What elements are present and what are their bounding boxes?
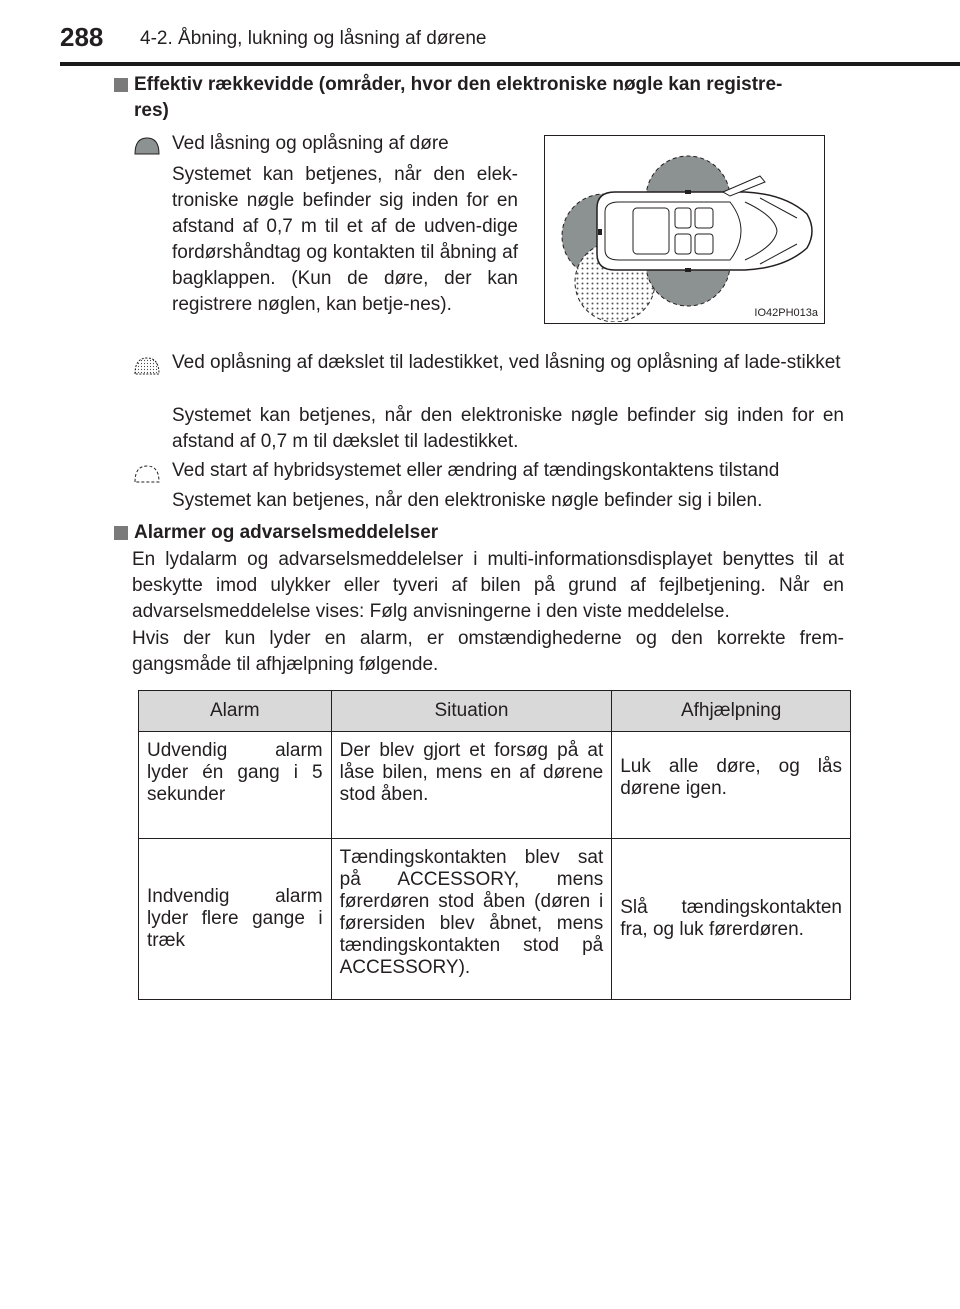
car-cabin-outline — [605, 202, 741, 260]
outline-dome-icon — [134, 464, 160, 484]
item1-body: Systemet kan betjenes, når den elek-troniske nøgle befinder sig inden for en afstand af 0,7 m til et af de udven-dige fordørshåndtag og kontakten til åbning af bagklappen. (Kun de døre, der kan registrere nøglen, kan betje-nes). — [172, 164, 518, 315]
header-divider — [60, 62, 960, 66]
column-header-alarm: Alarm — [139, 691, 332, 732]
square-bullet-icon — [114, 526, 128, 540]
column-header-remedy: Afhjælpning — [612, 691, 851, 732]
car-topview-illustration — [545, 136, 823, 322]
section-alarms-heading: Alarmer og advarselsmeddelelser — [114, 520, 850, 546]
item1-title: Ved låsning og oplåsning af døre — [172, 133, 449, 154]
table-cell: Indvendig alarm lyder flere gange i træk — [139, 839, 332, 1000]
table-cell: Luk alle døre, og lås dørene igen. — [612, 732, 851, 839]
table-cell: Der blev gjort et forsøg på at låse bilen, mens en af dørene stod åben. — [331, 732, 612, 839]
item3-body: Systemet kan betjenes, når den elektroniske nøgle befinder sig i bilen. — [172, 490, 763, 511]
alarms-paragraph-1: En lydalarm og advarselsmeddelelser i multi-informationsdisplayet benyttes til at beskytte imod ulykker eller tyveri af bilen på grund af fejlbetjening. Når en advarselsmeddelelse vises: Følg anvisningerne i den viste meddelelse. — [132, 549, 844, 622]
figure-code: IO42PH013a — [754, 307, 818, 319]
section-alarms — [114, 520, 850, 546]
table-row — [139, 732, 851, 839]
alarms-paragraph-2: Hvis der kun lyder en alarm, er omstændighederne og den korrekte frem-gangsmåde til afhjælpning følgende. — [132, 628, 844, 675]
column-header-situation: Situation — [331, 691, 612, 732]
car-range-figure — [544, 135, 825, 324]
item2-body: Systemet kan betjenes, når den elektroniske nøgle befinder sig inden for en afstand af 0,7 m til dækslet til ladestikket. — [172, 405, 844, 452]
chapter-title: 4-2. Åbning, lukning og låsning af dørene — [140, 28, 487, 49]
table-row — [139, 839, 851, 1000]
solid-gray-dome-icon — [134, 136, 160, 156]
section-range — [114, 72, 850, 124]
table-cell: Slå tændingskontakten fra, og luk førerdøren. — [612, 839, 851, 1000]
table-cell: Tændingskontakten blev sat på ACCESSORY, mens førerdøren stod åben (døren i førersiden blev åbnet, mens tændingskontakten stod på ACCESSORY). — [331, 839, 612, 1000]
alarm-table — [138, 690, 851, 1000]
square-bullet-icon — [114, 78, 128, 92]
item3-title: Ved start af hybridsystemet eller ændring af tændingskontaktens tilstand — [172, 460, 780, 481]
table-cell: Udvendig alarm lyder én gang i 5 sekunder — [139, 732, 332, 839]
item2-title: Ved oplåsning af dækslet til ladestikket, ved låsning og oplåsning af lade-stikket — [172, 352, 841, 373]
section-range-heading: Effektiv rækkevidde (områder, hvor den elektroniske nøgle kan registre- res) — [114, 72, 850, 124]
page-number: 288 — [60, 22, 104, 52]
dotted-dome-icon — [134, 356, 160, 376]
